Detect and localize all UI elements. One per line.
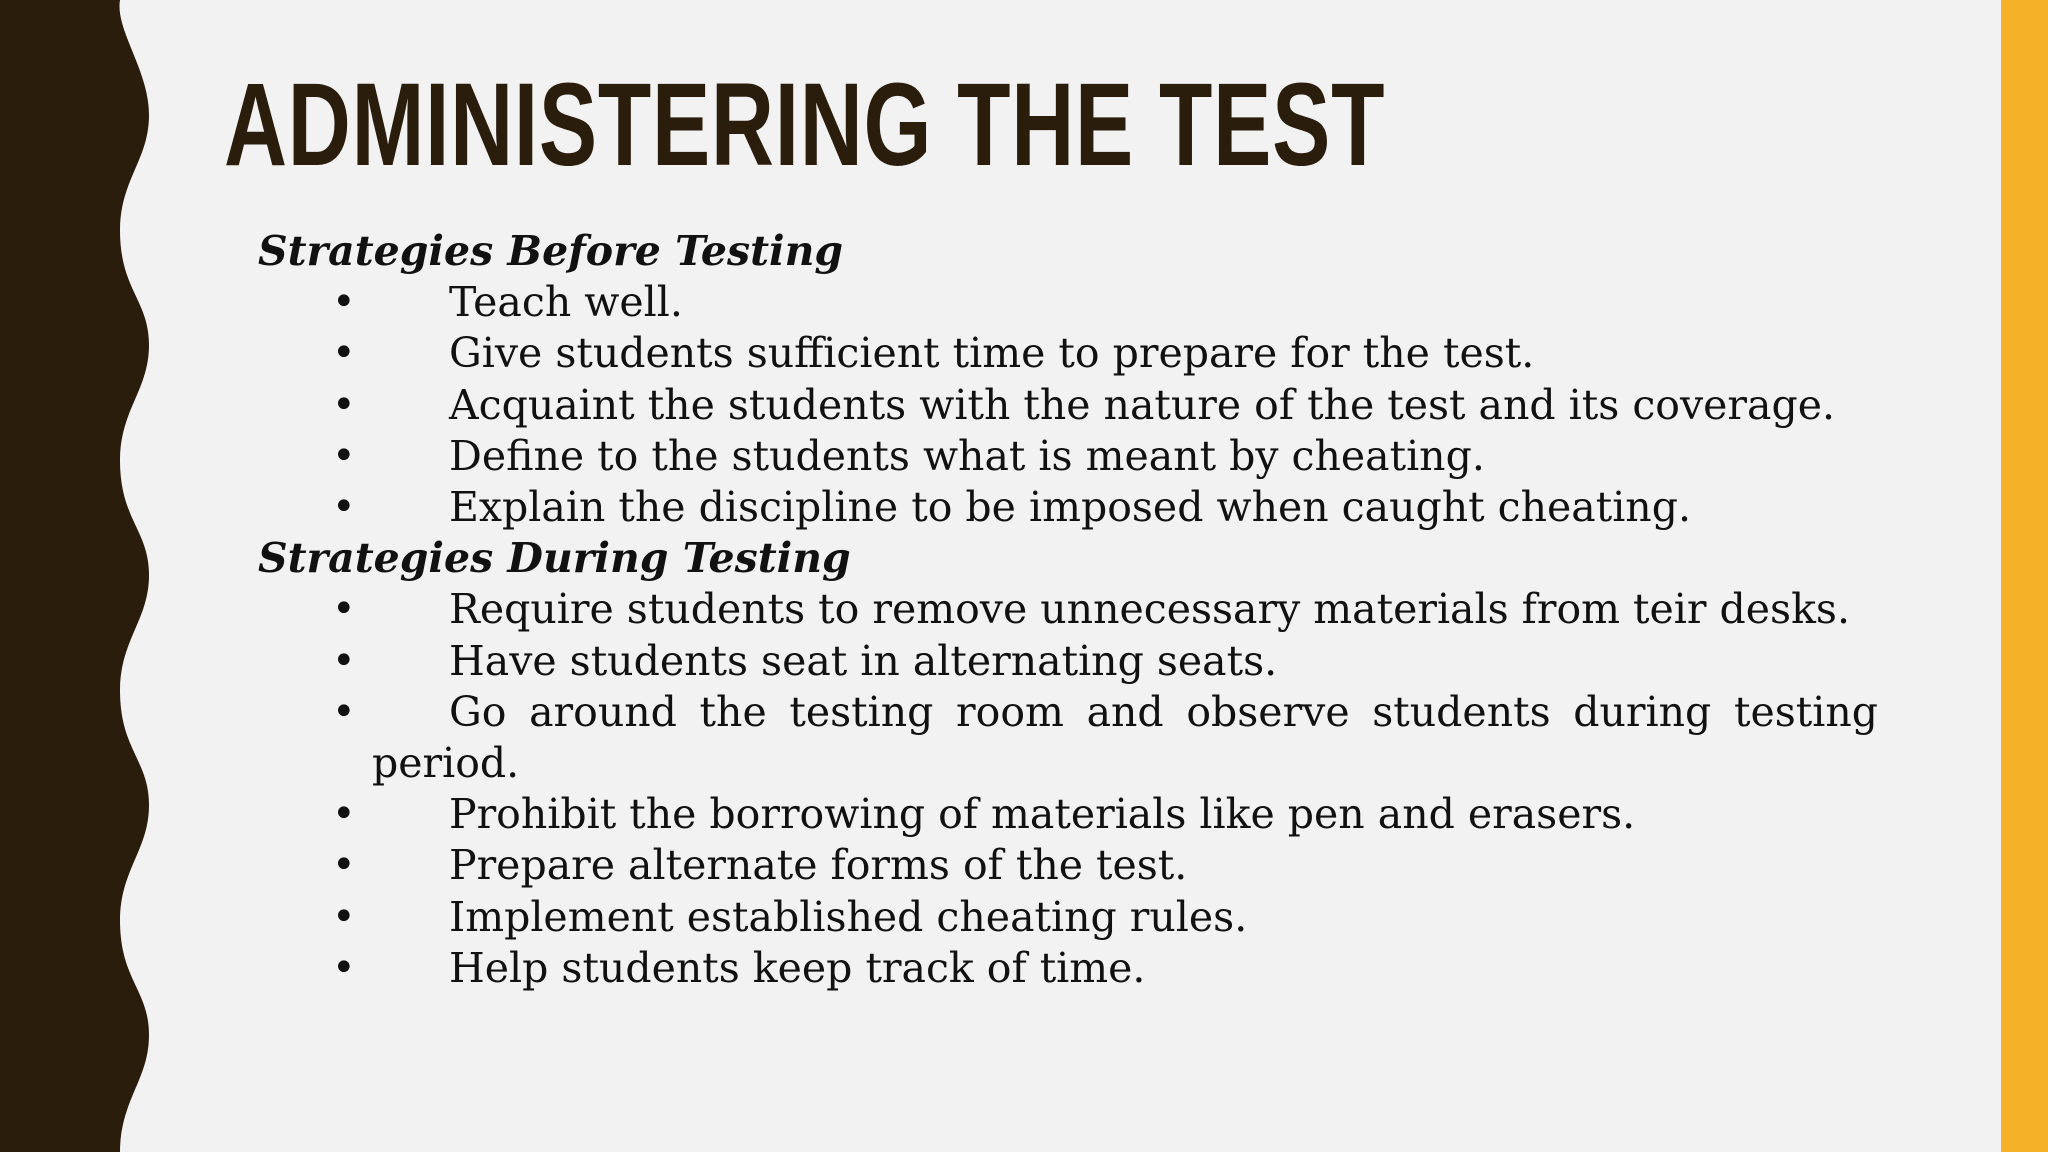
list-item [258,328,1878,379]
list-item [258,892,1878,943]
list-item [258,943,1878,994]
bullet-icon: • [332,688,356,735]
list-item-text: Go around the testing room and observe students during testing period. [372,687,1878,788]
right-accent-bar [2001,0,2048,1152]
list-item [258,277,1878,328]
list-item-text: Teach well. [449,278,683,327]
bullet-icon: • [332,432,356,479]
list-item-text: Require students to remove unnecessary materials from teir desks. [449,585,1851,634]
bullet-icon: • [332,842,356,889]
section-heading-during: Strategies During Testing [258,534,851,583]
list-item [258,482,1878,533]
left-wavy-band-shape [0,0,149,1152]
section-heading-before: Strategies Before Testing [258,227,844,275]
list-item-text: Give students sufficient time to prepare for the test. [449,329,1535,378]
bullet-icon: • [332,279,356,326]
list-item-text: Define to the students what is meant by cheating. [449,431,1485,480]
list-item-text: Prepare alternate forms of the test. [449,841,1188,890]
list-item-text: Help students keep track of time. [449,943,1146,992]
bullet-icon: • [332,330,356,377]
bullet-icon: • [332,944,356,991]
slide-title: ADMINISTERING THE TEST [224,59,1386,191]
list-item-text: Acquaint the students with the nature of the test and its coverage. [449,380,1835,429]
list-item-text: Implement established cheating rules. [449,892,1248,941]
list-item [258,584,1878,635]
list-item [258,380,1878,431]
list-item-text: Explain the discipline to be imposed when caught cheating. [449,483,1691,532]
bullet-icon: • [332,586,356,633]
left-wavy-band [0,0,160,1152]
bullet-icon: • [332,637,356,684]
list-item [332,687,1878,789]
bullet-icon: • [332,791,356,838]
slide-body [258,226,1878,994]
list-item-text: Have students seat in alternating seats. [449,636,1278,685]
list-item [258,789,1878,840]
list-item-text: Prohibit the borrowing of materials like pen and erasers. [449,790,1636,839]
bullet-icon: • [332,484,356,531]
bullet-icon: • [332,381,356,428]
list-item [258,431,1878,482]
list-item [258,840,1878,891]
list-item [258,636,1878,687]
bullet-icon: • [332,893,356,940]
